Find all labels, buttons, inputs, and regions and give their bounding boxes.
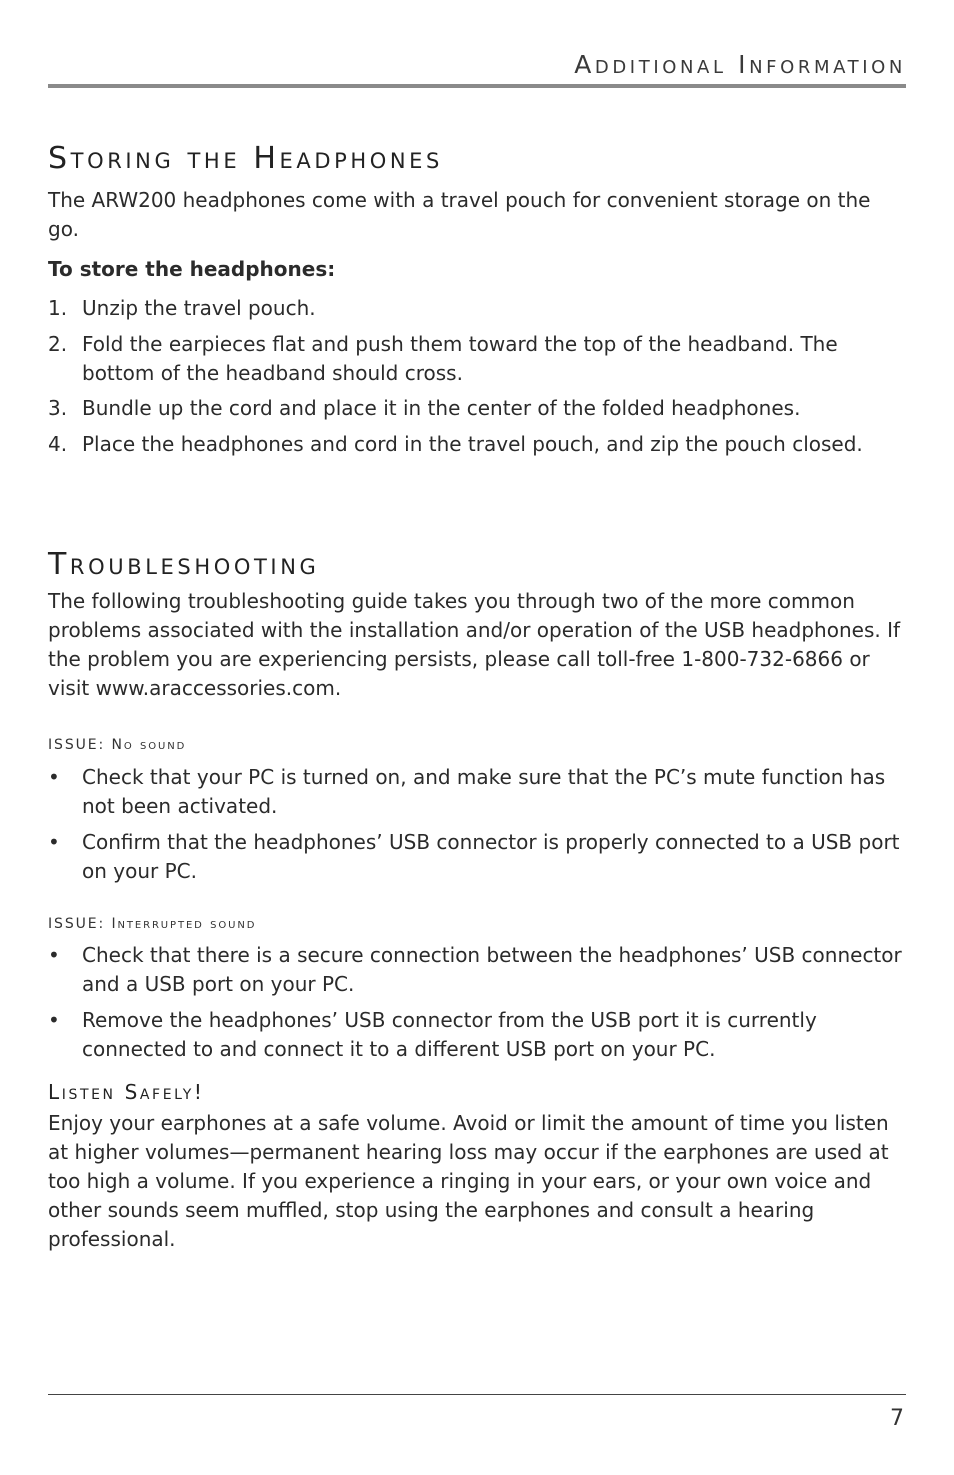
header-rule: [48, 84, 906, 88]
troubleshooting-heading: Troubleshooting: [48, 547, 320, 582]
manual-page: [48, 0, 906, 1475]
issue-label: ISSUE: Interrupted sound: [48, 916, 257, 932]
listen-safely-text: Enjoy your earphones at a safe volume. Avoid or limit the amount of time you listen at higher volumes—permanent hearing loss may occur if the earphones are used at too high a volume. If you experience a ringing in your ears, or your own voice and other sounds seem muffled, stop using the earphones and consult a hearing professional.: [48, 1111, 889, 1251]
list-item: [48, 394, 906, 423]
issue-bullets-list: [48, 763, 906, 886]
storing-intro: The ARW200 headphones come with a travel pouch for convenient storage on the go.: [48, 188, 871, 241]
bullet-text: Check that there is a secure connection between the headphones’ USB connector and a USB port on your PC.: [82, 943, 902, 996]
troubleshooting-intro: The following troubleshooting guide takes you through two of the more common problems associated with the installation and/or operation of the USB headphones. If the problem you are experiencing persists, please call toll-free 1-800-732-6866 or visit www.araccessories.com.: [48, 589, 901, 700]
bullet-icon: •: [48, 765, 60, 789]
listen-safely-heading: Listen Safely!: [48, 1080, 205, 1104]
issue-label: ISSUE: No sound: [48, 737, 187, 753]
step-text: Fold the earpieces flat and push them toward the top of the headband. The bottom of the headband should cross.: [82, 332, 838, 385]
list-item: [48, 330, 906, 388]
step-text: Bundle up the cord and place it in the center of the folded headphones.: [82, 396, 801, 420]
step-number: 3.: [48, 396, 68, 420]
bullet-icon: •: [48, 1008, 60, 1032]
step-text: Place the headphones and cord in the travel pouch, and zip the pouch closed.: [82, 432, 863, 456]
storing-steps-list: [48, 294, 906, 459]
list-item: [48, 828, 906, 886]
step-number: 1.: [48, 296, 68, 320]
running-header-title: Additional Information: [574, 50, 906, 79]
step-text: Unzip the travel pouch.: [82, 296, 316, 320]
bullet-icon: •: [48, 830, 60, 854]
bullet-text: Confirm that the headphones’ USB connector is properly connected to a USB port on your PC.: [82, 830, 900, 883]
step-number: 4.: [48, 432, 68, 456]
bullet-text: Check that your PC is turned on, and make sure that the PC’s mute function has not been activated.: [82, 765, 886, 818]
list-item: [48, 941, 906, 999]
list-item: [48, 1006, 906, 1064]
footer-rule: [48, 1394, 906, 1395]
list-item: [48, 763, 906, 821]
storing-heading: Storing the Headphones: [48, 141, 443, 176]
bullet-icon: •: [48, 943, 60, 967]
bullet-text: Remove the headphones’ USB connector from the USB port it is currently connected to and connect it to a different USB port on your PC.: [82, 1008, 817, 1061]
issue-bullets-list: [48, 941, 906, 1064]
steps-label: To store the headphones:: [48, 257, 336, 281]
step-number: 2.: [48, 332, 68, 356]
list-item: [48, 294, 906, 323]
page-number: 7: [890, 1406, 904, 1431]
list-item: [48, 430, 906, 459]
